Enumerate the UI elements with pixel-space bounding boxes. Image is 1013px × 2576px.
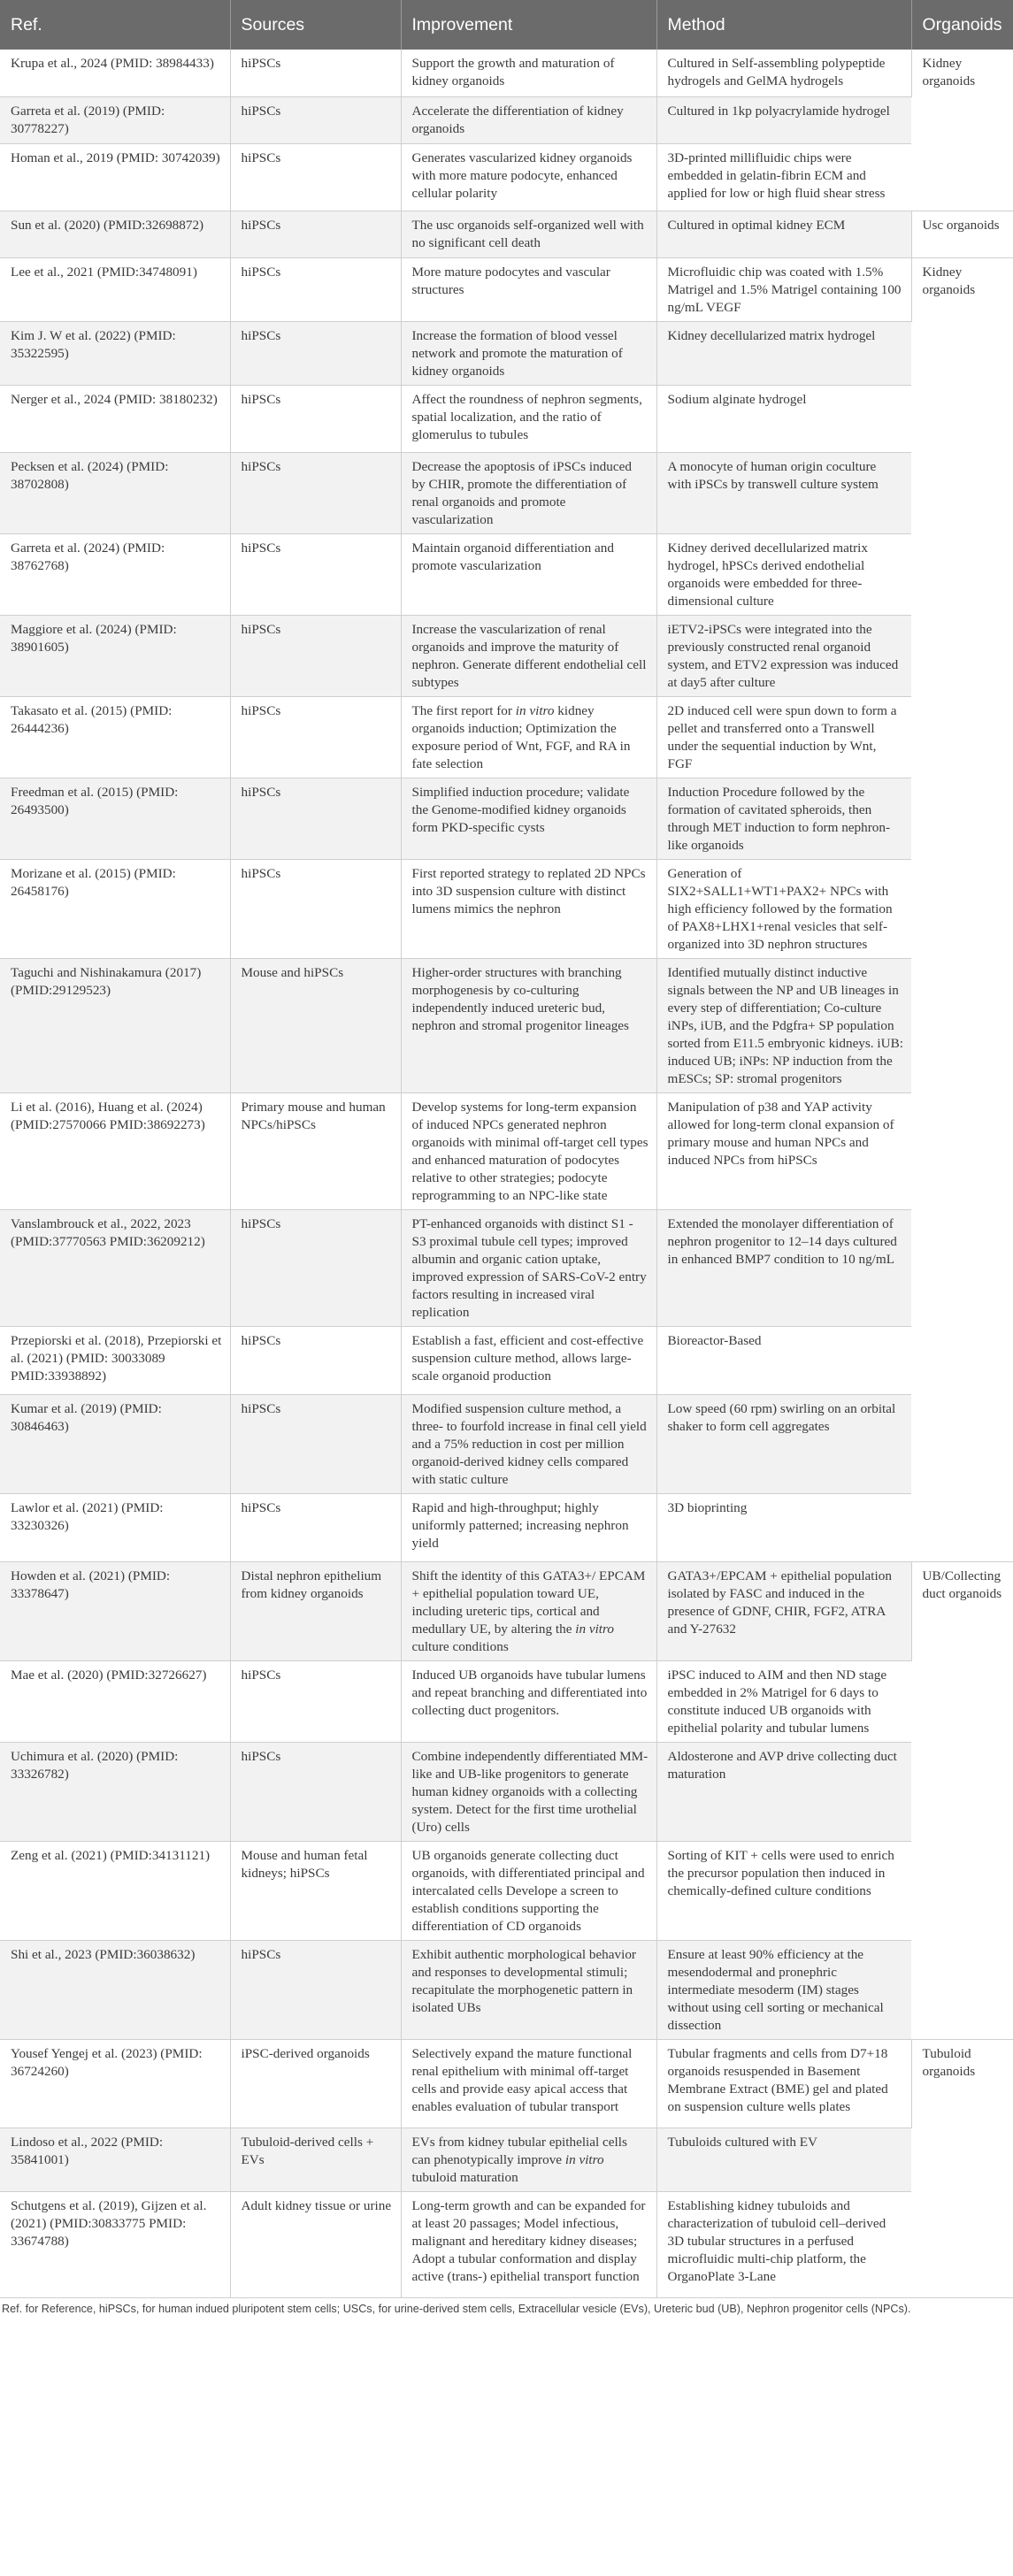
table-row	[0, 96, 1013, 143]
cell-method: A monocyte of human origin coculture with iPSCs by transwell culture system	[656, 452, 911, 533]
cell-ref: Sun et al. (2020) (PMID:32698872)	[0, 211, 230, 257]
cell-ref: Krupa et al., 2024 (PMID: 38984433)	[0, 50, 230, 96]
cell-ref: Morizane et al. (2015) (PMID: 26458176)	[0, 859, 230, 958]
table-row	[0, 211, 1013, 257]
table-footnote: Ref. for Reference, hiPSCs, for human indued pluripotent stem cells; USCs, for urine-derived stem cells, Extracellular vesicle (EVs), Ureteric bud (UB), Nephron progenitor cells (NPCs).	[2, 2302, 911, 2315]
table-row	[0, 696, 1013, 778]
cell-ref: Yousef Yengej et al. (2023) (PMID: 36724260)	[0, 2039, 230, 2128]
header-sources: Sources	[230, 0, 401, 50]
table-row	[0, 859, 1013, 958]
cell-source: hiPSCs	[230, 143, 401, 211]
cell-organoid-group: Tubuloid organoids	[911, 2039, 1013, 2297]
cell-improvement: PT-enhanced organoids with distinct S1 - S3 proximal tubule cell types; improved albumin and organic cation uptake, improved expression of SARS-CoV-2 entry factors resulting in increased viral replication	[401, 1209, 656, 1326]
cell-ref: Taguchi and Nishinakamura (2017) (PMID:29129523)	[0, 958, 230, 1092]
table-row	[0, 1561, 1013, 1660]
table-body	[0, 50, 1013, 2297]
cell-method: Identified mutually distinct inductive signals between the NP and UB lineages in every step of differentiation; Co-culture iNPs, iUB, and the Pdgfra+ SP population sorted from E11.5 embryonic kidneys. iUB: induced UB; iNPs: NP induction from the mESCs; SP: stromal progenitors	[656, 958, 911, 1092]
cell-ref: Freedman et al. (2015) (PMID: 26493500)	[0, 778, 230, 859]
cell-ref: Takasato et al. (2015) (PMID: 26444236)	[0, 696, 230, 778]
cell-ref: Uchimura et al. (2020) (PMID: 33326782)	[0, 1742, 230, 1841]
cell-method: Manipulation of p38 and YAP activity allowed for long-term clonal expansion of primary mouse and human NPCs and induced NPCs from hiPSCs	[656, 1092, 911, 1209]
cell-method: Cultured in Self-assembling polypeptide hydrogels and GelMA hydrogels	[656, 50, 911, 96]
cell-ref: Kim J. W et al. (2022) (PMID: 35322595)	[0, 321, 230, 385]
cell-method: Induction Procedure followed by the formation of cavitated spheroids, then through MET induction to form nephron-like organoids	[656, 778, 911, 859]
cell-improvement: The usc organoids self-organized well with no significant cell death	[401, 211, 656, 257]
cell-source: Tubuloid-derived cells + EVs	[230, 2128, 401, 2191]
cell-method: Kidney derived decellularized matrix hydrogel, hPSCs derived endothelial organoids were embedded for three-dimensional culture	[656, 533, 911, 615]
cell-improvement: Develop systems for long-term expansion of induced NPCs generated nephron organoids with minimal off-target cell types and enhanced maturation of podocytes relative to other strategies; podocyte reprogramming to an NPC-like state	[401, 1092, 656, 1209]
cell-ref: Przepiorski et al. (2018), Przepiorski et al. (2021) (PMID: 30033089 PMID:33938892)	[0, 1326, 230, 1394]
cell-source: iPSC-derived organoids	[230, 2039, 401, 2128]
cell-improvement: Generates vascularized kidney organoids with more mature podocyte, enhanced cellular polarity	[401, 143, 656, 211]
italic-term: in vitro	[575, 1621, 614, 1637]
cell-method: Low speed (60 rpm) swirling on an orbital shaker to form cell aggregates	[656, 1394, 911, 1493]
cell-ref: Zeng et al. (2021) (PMID:34131121)	[0, 1841, 230, 1940]
cell-ref: Maggiore et al. (2024) (PMID: 38901605)	[0, 615, 230, 696]
cell-organoid-group: Kidney organoids	[911, 50, 1013, 211]
cell-improvement: Simplified induction procedure; validate the Genome-modified kidney organoids form PKD-specific cysts	[401, 778, 656, 859]
cell-improvement: Induced UB organoids have tubular lumens and repeat branching and differentiated into collecting duct progenitors.	[401, 1660, 656, 1742]
table-row	[0, 452, 1013, 533]
cell-ref: Pecksen et al. (2024) (PMID: 38702808)	[0, 452, 230, 533]
cell-method: Microfluidic chip was coated with 1.5% Matrigel and 1.5% Matrigel containing 100 ng/mL VEGF	[656, 257, 911, 321]
cell-method: iPSC induced to AIM and then ND stage embedded in 2% Matrigel for 6 days to constitute induced UB organoids with epithelial polarity and tubular lumens	[656, 1660, 911, 1742]
cell-source: hiPSCs	[230, 1493, 401, 1561]
table-row	[0, 2039, 1013, 2128]
cell-ref: Nerger et al., 2024 (PMID: 38180232)	[0, 385, 230, 452]
cell-improvement: Accelerate the differentiation of kidney organoids	[401, 96, 656, 143]
header-ref: Ref.	[0, 0, 230, 50]
cell-source: hiPSCs	[230, 1209, 401, 1326]
cell-source: hiPSCs	[230, 1326, 401, 1394]
cell-source: Primary mouse and human NPCs/hiPSCs	[230, 1092, 401, 1209]
table-row	[0, 1326, 1013, 1394]
table-row	[0, 1092, 1013, 1209]
cell-improvement: Increase the formation of blood vessel network and promote the maturation of kidney organoids	[401, 321, 656, 385]
cell-method: Kidney decellularized matrix hydrogel	[656, 321, 911, 385]
header-organoids: Organoids	[911, 0, 1013, 50]
cell-source: hiPSCs	[230, 533, 401, 615]
cell-source: hiPSCs	[230, 1940, 401, 2039]
italic-term: in vitro	[564, 2151, 604, 2167]
cell-method: Aldosterone and AVP drive collecting duct maturation	[656, 1742, 911, 1841]
cell-improvement: UB organoids generate collecting duct organoids, with differentiated principal and intercalated cells Develope a screen to establish conditions supporting the differentiation of CD organoids	[401, 1841, 656, 1940]
cell-source: hiPSCs	[230, 615, 401, 696]
cell-ref: Homan et al., 2019 (PMID: 30742039)	[0, 143, 230, 211]
cell-method: Ensure at least 90% efficiency at the mesendodermal and pronephric intermediate mesoderm (IM) stages without using cell sorting or mechanical dissection	[656, 1940, 911, 2039]
cell-improvement: Increase the vascularization of renal organoids and improve the maturity of nephron. Generate different endothelial cell subtypes	[401, 615, 656, 696]
header-improvement: Improvement	[401, 0, 656, 50]
cell-source: hiPSCs	[230, 696, 401, 778]
cell-source: Adult kidney tissue or urine	[230, 2191, 401, 2297]
table-row	[0, 1394, 1013, 1493]
cell-source: hiPSCs	[230, 96, 401, 143]
cell-improvement: Decrease the apoptosis of iPSCs induced by CHIR, promote the differentiation of renal organoids and promote vascularization	[401, 452, 656, 533]
cell-method: Extended the monolayer differentiation of nephron progenitor to 12–14 days cultured in enhanced BMP7 condition to 10 ng/mL	[656, 1209, 911, 1326]
cell-source: hiPSCs	[230, 1660, 401, 1742]
table-row	[0, 143, 1013, 211]
cell-source: hiPSCs	[230, 50, 401, 96]
cell-ref: Garreta et al. (2024) (PMID: 38762768)	[0, 533, 230, 615]
cell-improvement: Maintain organoid differentiation and promote vascularization	[401, 533, 656, 615]
italic-term: in vitro	[515, 702, 555, 718]
cell-method: 2D induced cell were spun down to form a pellet and transferred onto a Transwell under the sequential induction by Wnt, FGF	[656, 696, 911, 778]
cell-source: Mouse and hiPSCs	[230, 958, 401, 1092]
cell-method: Bioreactor-Based	[656, 1326, 911, 1394]
table-row	[0, 1493, 1013, 1561]
cell-source: Mouse and human fetal kidneys; hiPSCs	[230, 1841, 401, 1940]
cell-improvement: Shift the identity of this GATA3+/ EPCAM + epithelial population toward UE, including ureteric tips, cortical and medullary UE, by altering the in vitro culture conditions	[401, 1561, 656, 1660]
cell-improvement: Exhibit authentic morphological behavior and responses to developmental stimuli; recapitulate the morphogenetic pattern in isolated UBs	[401, 1940, 656, 2039]
table-row	[0, 257, 1013, 321]
table-header-row	[0, 0, 1013, 50]
cell-method: 3D-printed millifluidic chips were embedded in gelatin-fibrin ECM and applied for low or high fluid shear stress	[656, 143, 911, 211]
table-row	[0, 778, 1013, 859]
table-row	[0, 385, 1013, 452]
cell-method: Sorting of KIT + cells were used to enrich the precursor population then induced in chemically-defined culture conditions	[656, 1841, 911, 1940]
table-row	[0, 2128, 1013, 2191]
cell-method: Establishing kidney tubuloids and characterization of tubuloid cell–derived 3D tubular structures in a perfused microfluidic multi-chip platform, the OrganoPlate 3-Lane	[656, 2191, 911, 2297]
cell-ref: Shi et al., 2023 (PMID:36038632)	[0, 1940, 230, 2039]
cell-improvement: Rapid and high-throughput; highly uniformly patterned; increasing nephron yield	[401, 1493, 656, 1561]
cell-organoid-group: Usc organoids	[911, 211, 1013, 257]
table-row	[0, 533, 1013, 615]
cell-method: 3D bioprinting	[656, 1493, 911, 1561]
table-row	[0, 1742, 1013, 1841]
cell-ref: Mae et al. (2020) (PMID:32726627)	[0, 1660, 230, 1742]
cell-method: iETV2-iPSCs were integrated into the previously constructed renal organoid system, and ETV2 expression was induced at day5 after culture	[656, 615, 911, 696]
cell-ref: Li et al. (2016), Huang et al. (2024) (PMID:27570066 PMID:38692273)	[0, 1092, 230, 1209]
cell-method: Cultured in optimal kidney ECM	[656, 211, 911, 257]
cell-source: hiPSCs	[230, 452, 401, 533]
cell-method: Tubular fragments and cells from D7+18 organoids resuspended in Basement Membrane Extract (BME) gel and plated on suspension culture wells plates	[656, 2039, 911, 2128]
cell-ref: Lee et al., 2021 (PMID:34748091)	[0, 257, 230, 321]
cell-method: Sodium alginate hydrogel	[656, 385, 911, 452]
table-row	[0, 50, 1013, 96]
table-row	[0, 958, 1013, 1092]
cell-organoid-group: UB/Collecting duct organoids	[911, 1561, 1013, 2039]
cell-method: Cultured in 1kp polyacrylamide hydrogel	[656, 96, 911, 143]
table-row	[0, 1940, 1013, 2039]
cell-improvement: EVs from kidney tubular epithelial cells can phenotypically improve in vitro tubuloid maturation	[401, 2128, 656, 2191]
cell-ref: Kumar et al. (2019) (PMID: 30846463)	[0, 1394, 230, 1493]
cell-improvement: Affect the roundness of nephron segments, spatial localization, and the ratio of glomerulus to tubules	[401, 385, 656, 452]
cell-source: hiPSCs	[230, 1394, 401, 1493]
cell-ref: Lindoso et al., 2022 (PMID: 35841001)	[0, 2128, 230, 2191]
cell-improvement: Modified suspension culture method, a three- to fourfold increase in final cell yield and a 75% reduction in cost per million organoid-derived kidney cells compared with static culture	[401, 1394, 656, 1493]
cell-ref: Garreta et al. (2019) (PMID: 30778227)	[0, 96, 230, 143]
cell-improvement: Higher-order structures with branching morphogenesis by co-culturing independently induced ureteric bud, nephron and stromal progenitor lineages	[401, 958, 656, 1092]
cell-method: Tubuloids cultured with EV	[656, 2128, 911, 2191]
cell-source: hiPSCs	[230, 385, 401, 452]
table-row	[0, 615, 1013, 696]
cell-ref: Lawlor et al. (2021) (PMID: 33230326)	[0, 1493, 230, 1561]
cell-improvement: Establish a fast, efficient and cost-effective suspension culture method, allows large-scale organoid production	[401, 1326, 656, 1394]
cell-improvement: Long-term growth and can be expanded for at least 20 passages; Model infectious, malignant and hereditary kidney diseases; Adopt a tubular conformation and display active (trans-) epithelial transport function	[401, 2191, 656, 2297]
cell-ref: Schutgens et al. (2019), Gijzen et al. (2021) (PMID:30833775 PMID: 33674788)	[0, 2191, 230, 2297]
cell-method: GATA3+/EPCAM + epithelial population isolated by FASC and induced in the presence of GDNF, CHIR, FGF2, ATRA and Y-27632	[656, 1561, 911, 1660]
table-row	[0, 321, 1013, 385]
cell-improvement: Selectively expand the mature functional renal epithelium with minimal off-target cells and provide easy apical access that enables evaluation of tubular transport	[401, 2039, 656, 2128]
cell-source: hiPSCs	[230, 257, 401, 321]
cell-method: Generation of SIX2+SALL1+WT1+PAX2+ NPCs with high efficiency followed by the formation of PAX8+LHX1+renal vesicles that self-organized into 3D nephron structures	[656, 859, 911, 958]
cell-improvement: More mature podocytes and vascular structures	[401, 257, 656, 321]
table-row	[0, 1841, 1013, 1940]
table-row	[0, 1660, 1013, 1742]
cell-source: hiPSCs	[230, 321, 401, 385]
cell-ref: Vanslambrouck et al., 2022, 2023 (PMID:37770563 PMID:36209212)	[0, 1209, 230, 1326]
cell-improvement: First reported strategy to replated 2D NPCs into 3D suspension culture with distinct lumens mimics the nephron	[401, 859, 656, 958]
cell-improvement: Combine independently differentiated MM-like and UB-like progenitors to generate human kidney organoids with a collecting system. Detect for the first time urothelial (Uro) cells	[401, 1742, 656, 1841]
cell-source: hiPSCs	[230, 778, 401, 859]
cell-improvement: Support the growth and maturation of kidney organoids	[401, 50, 656, 96]
cell-source: hiPSCs	[230, 1742, 401, 1841]
cell-source: Distal nephron epithelium from kidney organoids	[230, 1561, 401, 1660]
header-method: Method	[656, 0, 911, 50]
table-row	[0, 2191, 1013, 2297]
table-row	[0, 1209, 1013, 1326]
cell-improvement: The first report for in vitro kidney organoids induction; Optimization the exposure period of Wnt, FGF, and RA in fate selection	[401, 696, 656, 778]
cell-organoid-group: Kidney organoids	[911, 257, 1013, 1561]
cell-ref: Howden et al. (2021) (PMID: 33378647)	[0, 1561, 230, 1660]
cell-source: hiPSCs	[230, 211, 401, 257]
cell-source: hiPSCs	[230, 859, 401, 958]
